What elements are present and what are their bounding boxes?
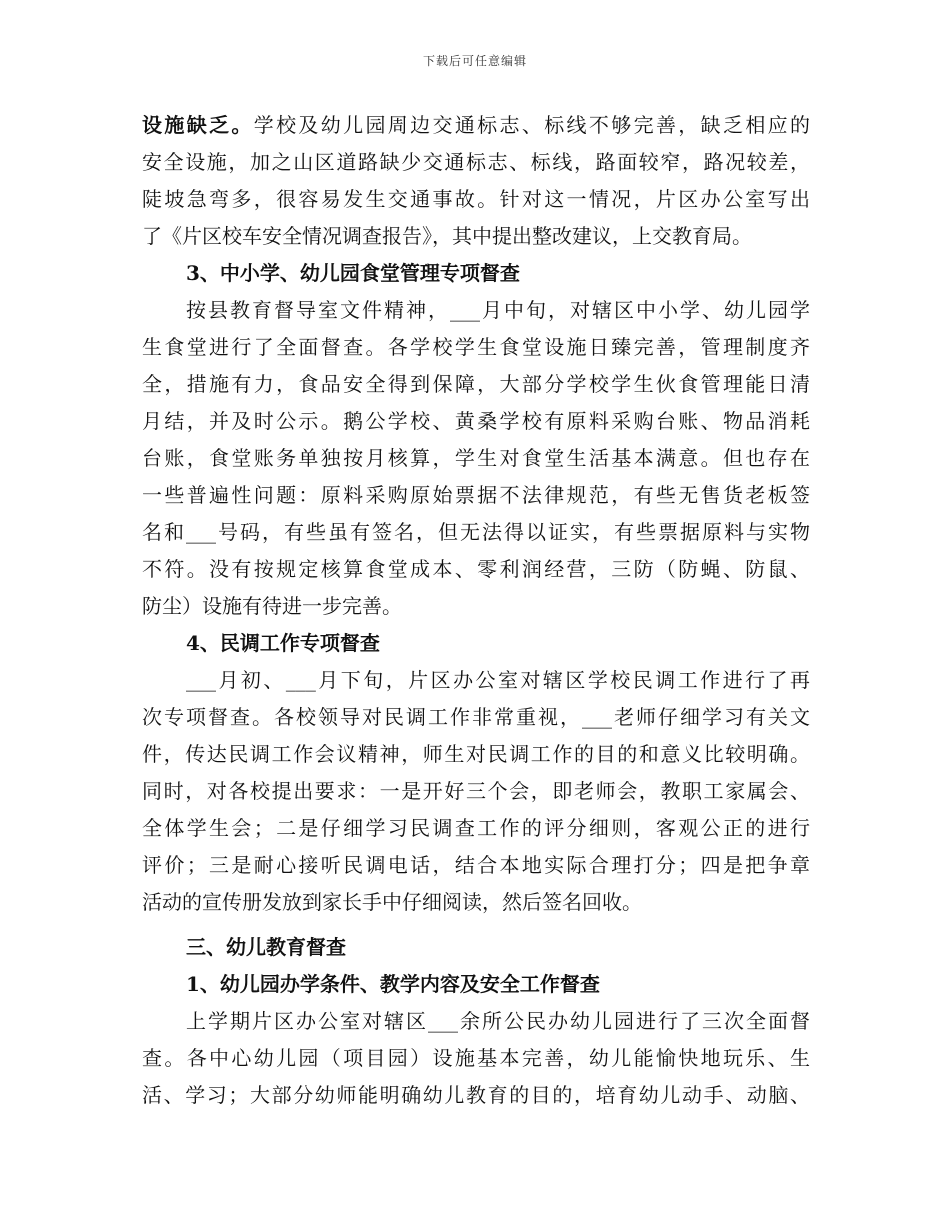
intro-bold-prefix: 设施缺乏。 bbox=[142, 113, 254, 137]
page-header-note: 下载后可任意编辑 bbox=[422, 54, 527, 68]
intro-line: 陡坡急弯多，很容易发生交通事故。针对这一情况，片区办公室写出 bbox=[142, 187, 810, 211]
part-3-sub-1-line: 活、学习；大部分幼师能明确幼儿教育的目的，培育幼儿动手、动脑、 bbox=[142, 1083, 810, 1107]
section-4-line: ___月初、___月下旬，片区办公室对辖区学校民调工作进行了再 bbox=[186, 668, 810, 692]
document-body bbox=[142, 107, 810, 1114]
section-3-heading: 3、中小学、幼儿园食堂管理专项督查 bbox=[186, 261, 520, 285]
part-3-heading: 三、幼儿教育督查 bbox=[186, 935, 346, 959]
part-3-sub-1-line: 查。各中心幼儿园（项目园）设施基本完善，幼儿能愉快地玩乐、生 bbox=[142, 1046, 810, 1070]
intro-line: 安全设施，加之山区道路缺少交通标志、标线，路面较窄，路况较差， bbox=[142, 150, 810, 174]
section-4-line: 件，传达民调工作会议精神，师生对民调工作的目的和意义比较明确。 bbox=[142, 742, 810, 766]
section-3-line: 台账，食堂账务单独按月核算，学生对食堂生活基本满意。但也存在 bbox=[142, 446, 810, 470]
intro-line: 了《片区校车安全情况调查报告》，其中提出整改建议，上交教育局。 bbox=[142, 224, 752, 248]
section-3-line: 按县教育督导室文件精神，___月中旬，对辖区中小学、幼儿园学 bbox=[186, 298, 810, 322]
section-3-line: 防尘）设施有待进一步完善。 bbox=[142, 594, 402, 618]
section-4-line: 同时，对各校提出要求：一是开好三个会，即老师会，教职工家属会、 bbox=[142, 779, 810, 803]
part-3-sub-1-line: 上学期片区办公室对辖区___余所公民办幼儿园进行了三次全面督 bbox=[186, 1009, 810, 1033]
intro-line-1-text: 学校及幼儿园周边交通标志、标线不够完善，缺乏相应的 bbox=[253, 113, 811, 137]
section-4-line: 次专项督查。各校领导对民调工作非常重视，___老师仔细学习有关文 bbox=[142, 705, 810, 729]
section-3-line: 月结，并及时公示。鹅公学校、黄桑学校有原料采购台账、物品消耗 bbox=[142, 409, 810, 433]
section-4-heading: 4、民调工作专项督查 bbox=[186, 631, 380, 655]
section-4-line: 评价；三是耐心接听民调电话，结合本地实际合理打分；四是把争章 bbox=[142, 853, 810, 877]
part-3-sub-1-heading: 1、幼儿园办学条件、教学内容及安全工作督查 bbox=[186, 972, 600, 996]
section-3-line: 不符。没有按规定核算食堂成本、零利润经营，三防（防蝇、防鼠、 bbox=[142, 557, 810, 581]
section-3-line: 生食堂进行了全面督查。各学校学生食堂设施日臻完善，管理制度齐 bbox=[142, 335, 810, 359]
intro-line-1 bbox=[142, 107, 810, 144]
section-3-line: 一些普遍性问题：原料采购原始票据不法律规范，有些无售货老板签 bbox=[142, 483, 810, 507]
section-3-line: 全，措施有力，食品安全得到保障，大部分学校学生伙食管理能日清 bbox=[142, 372, 810, 396]
section-4-line: 全体学生会；二是仔细学习民调查工作的评分细则，客观公正的进行 bbox=[142, 816, 810, 840]
section-4-line: 活动的宣传册发放到家长手中仔细阅读，然后签名回收。 bbox=[142, 890, 642, 914]
section-3-line: 名和___号码，有些虽有签名，但无法得以证实，有些票据原料与实物 bbox=[142, 520, 810, 544]
